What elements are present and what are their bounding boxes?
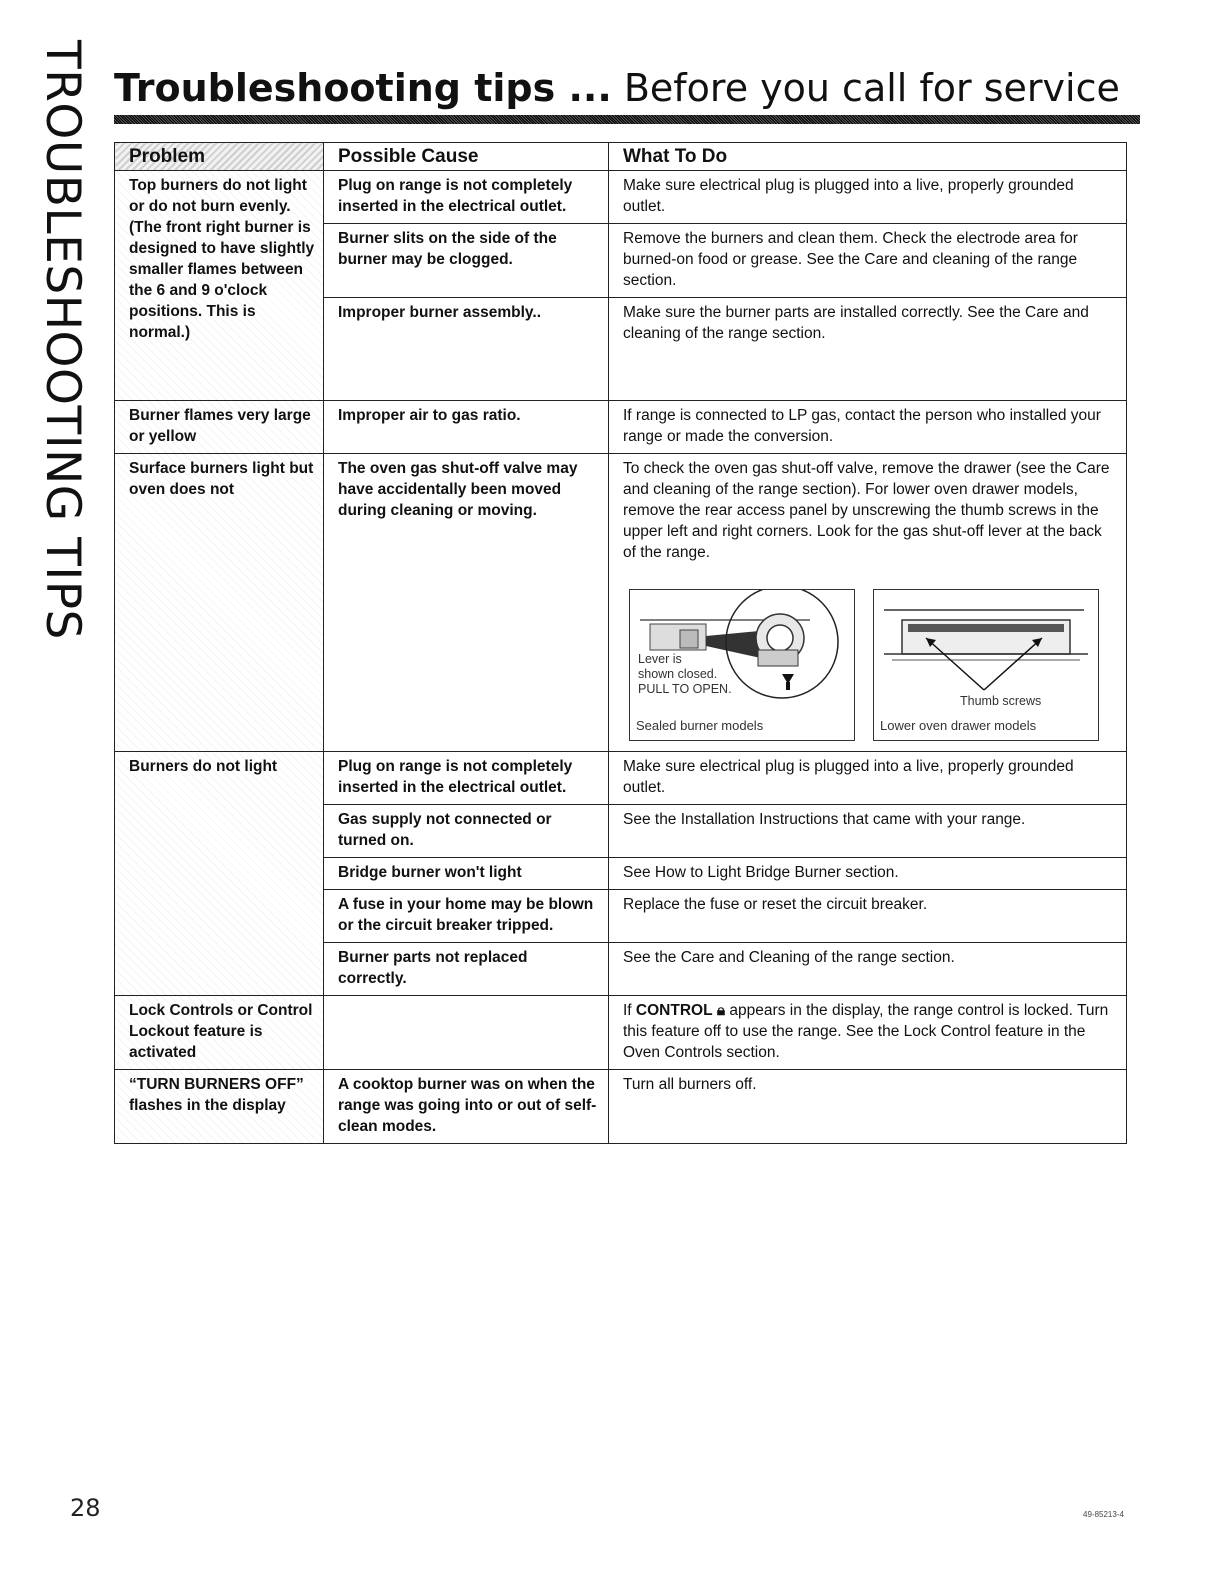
cause-cell: Plug on range is not completely inserted in the electrical outlet. xyxy=(324,752,609,805)
problem-cell: “TURN BURNERS OFF” flashes in the display xyxy=(115,1070,324,1144)
page-title-sub: Before you call for service xyxy=(611,66,1120,110)
figure-label-line1: Lever is xyxy=(638,652,682,666)
table-row xyxy=(115,454,1127,752)
todo-cell: Replace the fuse or reset the circuit breaker. xyxy=(609,890,1127,943)
figure-caption: Lower oven drawer models xyxy=(880,718,1037,733)
header-todo: What To Do xyxy=(609,143,1127,171)
drawer-model-figure xyxy=(873,589,1099,741)
cause-cell: A fuse in your home may be blown or the circuit breaker tripped. xyxy=(324,890,609,943)
cause-cell: The oven gas shut-off valve may have accidentally been moved during cleaning or moving. xyxy=(324,454,609,752)
control-keyword: CONTROL xyxy=(635,1002,713,1019)
cause-cell: Gas supply not connected or turned on. xyxy=(324,805,609,858)
table-row xyxy=(115,401,1127,454)
problem-cell: Surface burners light but oven does not xyxy=(115,454,324,752)
cause-cell xyxy=(324,996,609,1070)
figure-label-line3: PULL TO OPEN. xyxy=(638,682,732,696)
cause-cell: Burner parts not replaced correctly. xyxy=(324,943,609,996)
cause-cell: Improper air to gas ratio. xyxy=(324,401,609,454)
cause-cell: Bridge burner won't light xyxy=(324,858,609,890)
todo-cell: If range is connected to LP gas, contact the person who installed your range or made the conversion. xyxy=(609,401,1127,454)
figure-caption: Sealed burner models xyxy=(636,718,764,733)
figure-group xyxy=(629,589,1118,741)
side-section-tab xyxy=(28,40,98,640)
todo-cell: See the Care and Cleaning of the range section. xyxy=(609,943,1127,996)
problem-cell: Burners do not light xyxy=(115,752,324,996)
problem-cell: Burner flames very large or yellow xyxy=(115,401,324,454)
document-code: 49-85213-4 xyxy=(1083,1510,1124,1519)
side-section-label: TROUBLESHOOTING TIPS xyxy=(35,40,90,640)
todo-prefix: If xyxy=(623,1002,636,1019)
cause-cell: A cooktop burner was on when the range was going into or out of self-clean modes. xyxy=(324,1070,609,1144)
todo-cell: Turn all burners off. xyxy=(609,1070,1127,1144)
header-problem: Problem xyxy=(115,143,324,171)
todo-cell: Remove the burners and clean them. Check the electrode area for burned-on food or grease. See the Care and cleaning of the range section. xyxy=(609,224,1127,298)
lock-icon: 🔒︎ xyxy=(716,1002,726,1019)
title-divider xyxy=(114,115,1140,124)
table-row xyxy=(115,752,1127,805)
cause-cell: Plug on range is not completely inserted in the electrical outlet. xyxy=(324,171,609,224)
troubleshooting-table xyxy=(114,142,1127,1144)
todo-cell: See How to Light Bridge Burner section. xyxy=(609,858,1127,890)
table-row xyxy=(115,996,1127,1070)
page-title-main: Troubleshooting tips ... xyxy=(114,66,612,110)
problem-cell: Lock Controls or Control Lockout feature is activated xyxy=(115,996,324,1070)
figure-label-line2: shown closed. xyxy=(638,667,718,681)
header-cause: Possible Cause xyxy=(324,143,609,171)
todo-cell: Make sure the burner parts are installed correctly. See the Care and cleaning of the range section. xyxy=(609,298,1127,401)
cause-cell: Burner slits on the side of the burner may be clogged. xyxy=(324,224,609,298)
table-row xyxy=(115,171,1127,224)
page-title xyxy=(114,66,1120,110)
problem-cell: Top burners do not light or do not burn evenly. (The front right burner is designed to have slightly smaller flames between the 6 and 9 o'clock positions. This is normal.) xyxy=(115,171,324,401)
todo-cell: Make sure electrical plug is plugged into a live, properly grounded outlet. xyxy=(609,752,1127,805)
figure-label: Thumb screws xyxy=(960,694,1042,708)
page-number: 28 xyxy=(70,1494,101,1522)
cause-cell: Improper burner assembly.. xyxy=(324,298,609,401)
todo-cell: Make sure electrical plug is plugged into a live, properly grounded outlet. xyxy=(609,171,1127,224)
todo-cell xyxy=(609,996,1127,1070)
table-row xyxy=(115,1070,1127,1144)
todo-text: To check the oven gas shut-off valve, remove the drawer (see the Care and cleaning of the range section). For lower oven drawer models, remove the rear access panel by unscrewing the thumb screws in the upper left and right corners. Look for the gas shut-off lever at the back of the range. xyxy=(623,460,1110,561)
todo-text: appears in the display, the range control is locked. Turn this feature off to use the range. See the Lock Control feature in the Oven Controls section. xyxy=(623,1002,1109,1061)
table-header-row xyxy=(115,143,1127,171)
sealed-burner-figure xyxy=(629,589,855,741)
todo-cell xyxy=(609,454,1127,752)
todo-cell: See the Installation Instructions that came with your range. xyxy=(609,805,1127,858)
